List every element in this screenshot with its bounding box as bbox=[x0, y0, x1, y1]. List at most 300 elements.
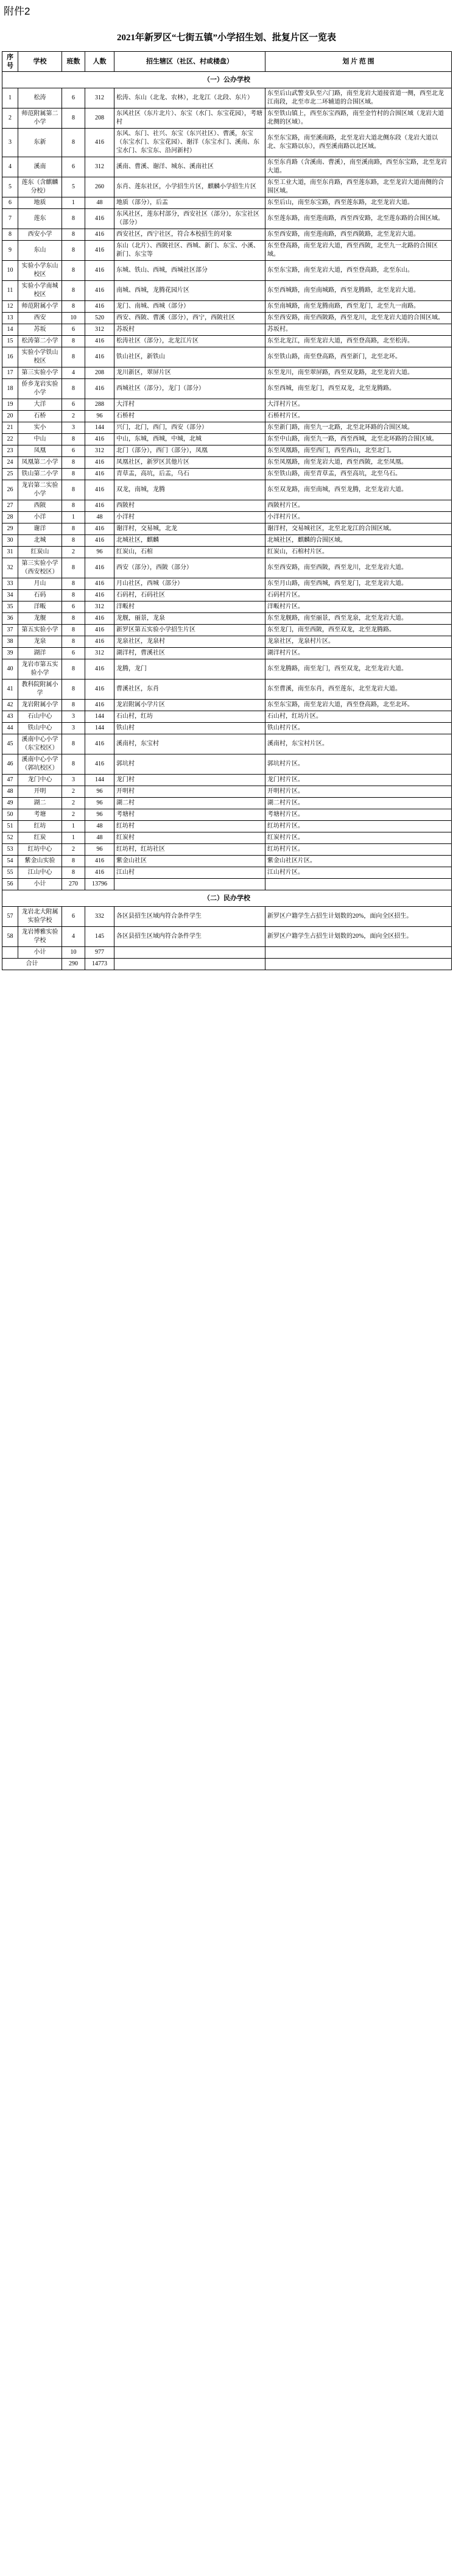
cell-area: 石桥村 bbox=[114, 411, 265, 422]
cell-school: 铁山中心 bbox=[18, 723, 62, 734]
table-row bbox=[2, 558, 452, 578]
cell-area: 紫金山社区 bbox=[114, 856, 265, 867]
cell-no: 45 bbox=[2, 734, 18, 754]
cell-no: 52 bbox=[2, 832, 18, 844]
cell-range: 东至西城，南至龙门，西至双龙，北至龙腾路。 bbox=[265, 379, 452, 399]
cell-range: 东至莲东路，南至莲南路，西至西安路，北至莲东路的合围区域。 bbox=[265, 209, 452, 229]
cell-school: 石桥 bbox=[18, 411, 62, 422]
table-row bbox=[2, 480, 452, 500]
table-row bbox=[2, 947, 452, 959]
cell-area: 西陂村 bbox=[114, 500, 265, 512]
cell-no: 18 bbox=[2, 379, 18, 399]
table-row bbox=[2, 734, 452, 754]
cell-classes: 3 bbox=[62, 723, 85, 734]
table-row bbox=[2, 88, 452, 108]
cell-no: 53 bbox=[2, 844, 18, 856]
header-range: 划 片 范 围 bbox=[265, 52, 452, 72]
cell-no: 11 bbox=[2, 281, 18, 301]
cell-school: 龙泉 bbox=[18, 636, 62, 648]
cell-count: 332 bbox=[85, 907, 114, 927]
cell-area: 龙门、南城、西城（部分） bbox=[114, 301, 265, 313]
cell-range: 东至曹溪，南至东肖，西至莲东，北至龙岩大道。 bbox=[265, 679, 452, 700]
cell-count: 416 bbox=[85, 700, 114, 711]
cell-range: 东至东宝路，南至溪南路，北至龙岩大道北侧东段（龙岩大道以北、东宝路以东），西至溪南路以北区域。 bbox=[265, 129, 452, 157]
cell-area: 溪南、曹溪、谢洋、城东、溪南社区 bbox=[114, 157, 265, 177]
table-row bbox=[2, 157, 452, 177]
cell-range: 考塘村片区。 bbox=[265, 809, 452, 821]
section-header-row bbox=[2, 72, 452, 88]
cell-range: 东至凤凰路，南至西门，西至西山，北至北门。 bbox=[265, 445, 452, 457]
cell-count: 312 bbox=[85, 445, 114, 457]
section-title: （二）民办学校 bbox=[2, 890, 452, 907]
cell-classes: 8 bbox=[62, 734, 85, 754]
cell-classes: 8 bbox=[62, 558, 85, 578]
cell-classes: 3 bbox=[62, 422, 85, 434]
cell-range: 东至东肖路（含溪南、曹溪），南至溪南路，西至东宝路，北至龙岩大道。 bbox=[265, 157, 452, 177]
cell-no: 4 bbox=[2, 157, 18, 177]
cell-no: 14 bbox=[2, 324, 18, 336]
section-title: （一）公办学校 bbox=[2, 72, 452, 88]
cell-range: 石桥村片区。 bbox=[265, 411, 452, 422]
cell-count: 416 bbox=[85, 379, 114, 399]
cell-area: 红炭村 bbox=[114, 832, 265, 844]
cell-count: 96 bbox=[85, 809, 114, 821]
table-row bbox=[2, 578, 452, 590]
cell-no: 3 bbox=[2, 129, 18, 157]
table-row bbox=[2, 229, 452, 241]
cell-classes: 1 bbox=[62, 512, 85, 523]
cell-count: 48 bbox=[85, 832, 114, 844]
cell-classes: 8 bbox=[62, 347, 85, 367]
cell-count: 416 bbox=[85, 229, 114, 241]
cell-count: 416 bbox=[85, 469, 114, 480]
table-row bbox=[2, 281, 452, 301]
cell-range: 湖洋村片区。 bbox=[265, 648, 452, 659]
cell-classes: 8 bbox=[62, 336, 85, 347]
cell-classes: 8 bbox=[62, 457, 85, 469]
cell-no: 39 bbox=[2, 648, 18, 659]
cell-no: 38 bbox=[2, 636, 18, 648]
cell-classes: 270 bbox=[62, 879, 85, 890]
cell-count: 96 bbox=[85, 411, 114, 422]
cell-count: 416 bbox=[85, 129, 114, 157]
total-label: 合计 bbox=[2, 959, 62, 970]
cell-no: 7 bbox=[2, 209, 18, 229]
cell-no: 8 bbox=[2, 229, 18, 241]
cell-school: 西安 bbox=[18, 313, 62, 324]
table-row bbox=[2, 786, 452, 798]
table-row bbox=[2, 613, 452, 625]
cell-range: 石山村，红坊片区。 bbox=[265, 711, 452, 723]
cell-area: 月山社区，西城（部分） bbox=[114, 578, 265, 590]
cell-count: 416 bbox=[85, 734, 114, 754]
cell-range: 东至新门路，南至九一北路，北至北环路的合围区域。 bbox=[265, 422, 452, 434]
cell-range: 东至铁山路，南至青草盂，西至高坑，北至乌石。 bbox=[265, 469, 452, 480]
cell-area: 红坊村，红坊社区 bbox=[114, 844, 265, 856]
cell-area: 石码村，石码社区 bbox=[114, 590, 265, 601]
cell-school: 龙岩博雅实验学校 bbox=[18, 927, 62, 947]
cell-no: 27 bbox=[2, 500, 18, 512]
cell-range: 东至凤凰路，南至龙岩大道，西至西陂，北至凤凰。 bbox=[265, 457, 452, 469]
table-row bbox=[2, 700, 452, 711]
cell-classes: 8 bbox=[62, 700, 85, 711]
cell-classes: 8 bbox=[62, 434, 85, 445]
cell-count: 96 bbox=[85, 547, 114, 558]
allocation-table bbox=[2, 51, 452, 970]
cell-range: 洋畈村片区。 bbox=[265, 601, 452, 613]
cell-classes: 6 bbox=[62, 399, 85, 411]
attachment-label: 附件2 bbox=[4, 5, 30, 17]
cell-no: 16 bbox=[2, 347, 18, 367]
cell-count: 416 bbox=[85, 613, 114, 625]
section-header-row bbox=[2, 890, 452, 907]
cell-school: 侨乡龙岩实验小学 bbox=[18, 379, 62, 399]
cell-range: 红炭山，石棺村片区。 bbox=[265, 547, 452, 558]
cell-classes: 3 bbox=[62, 775, 85, 786]
cell-school: 红坊中心 bbox=[18, 844, 62, 856]
table-row bbox=[2, 347, 452, 367]
cell-area: 湖洋村，曹溪社区 bbox=[114, 648, 265, 659]
cell-count: 416 bbox=[85, 457, 114, 469]
cell-school: 小计 bbox=[18, 947, 62, 959]
cell-school: 龙岩附属小学 bbox=[18, 700, 62, 711]
cell-count: 416 bbox=[85, 535, 114, 547]
cell-count: 96 bbox=[85, 798, 114, 809]
table-row bbox=[2, 336, 452, 347]
cell-no: 35 bbox=[2, 601, 18, 613]
cell-area: 青草盂，高坑，后盂，乌石 bbox=[114, 469, 265, 480]
cell-area: 西安、西陂、曹溪（部分），西宁，西陂社区 bbox=[114, 313, 265, 324]
cell-school: 石山中心 bbox=[18, 711, 62, 723]
cell-count: 416 bbox=[85, 241, 114, 261]
cell-no: 31 bbox=[2, 547, 18, 558]
cell-classes: 1 bbox=[62, 197, 85, 209]
cell-school: 小洋 bbox=[18, 512, 62, 523]
cell-area: 龙腾，龙门 bbox=[114, 659, 265, 679]
cell-area: 东山（北片）、西陂社区、西城、新门、东宝、小溪、新门、东宝等 bbox=[114, 241, 265, 261]
cell-no: 19 bbox=[2, 399, 18, 411]
cell-area: 北门（部分），西门（部分），凤凰 bbox=[114, 445, 265, 457]
cell-range: 大洋村片区。 bbox=[265, 399, 452, 411]
cell-area: 谢洋村，交易城，北龙 bbox=[114, 523, 265, 535]
cell-school: 溪南中心小学（东宝校区） bbox=[18, 734, 62, 754]
cell-school: 龙岩第二实验小学 bbox=[18, 480, 62, 500]
cell-no: 34 bbox=[2, 590, 18, 601]
cell-range: 东至双龙路，南至南城，西至龙腾，北至龙岩大道。 bbox=[265, 480, 452, 500]
cell-count: 48 bbox=[85, 197, 114, 209]
cell-area: 松涛、东山（北龙、农林），北龙江（北段、东片） bbox=[114, 88, 265, 108]
cell-school: 东山 bbox=[18, 241, 62, 261]
cell-count: 416 bbox=[85, 209, 114, 229]
cell-area: 西安（部分），西陂（部分） bbox=[114, 558, 265, 578]
cell-school: 红炭山 bbox=[18, 547, 62, 558]
table-row bbox=[2, 907, 452, 927]
cell-school: 红坊 bbox=[18, 821, 62, 832]
cell-count: 96 bbox=[85, 786, 114, 798]
table-row bbox=[2, 523, 452, 535]
cell-classes: 6 bbox=[62, 157, 85, 177]
cell-school: 铁山第二小学 bbox=[18, 469, 62, 480]
cell-classes: 8 bbox=[62, 625, 85, 636]
total-count: 14773 bbox=[85, 959, 114, 970]
table-row bbox=[2, 535, 452, 547]
cell-no: 28 bbox=[2, 512, 18, 523]
table-row bbox=[2, 379, 452, 399]
cell-no: 57 bbox=[2, 907, 18, 927]
cell-count: 260 bbox=[85, 177, 114, 197]
cell-school: 松涛第二小学 bbox=[18, 336, 62, 347]
cell-range: 红坊村片区。 bbox=[265, 844, 452, 856]
table-row bbox=[2, 832, 452, 844]
total-classes: 290 bbox=[62, 959, 85, 970]
cell-classes: 5 bbox=[62, 177, 85, 197]
table-row bbox=[2, 879, 452, 890]
cell-no: 21 bbox=[2, 422, 18, 434]
table-row bbox=[2, 411, 452, 422]
header-no: 序号 bbox=[2, 52, 18, 72]
cell-no: 25 bbox=[2, 469, 18, 480]
table-row bbox=[2, 927, 452, 947]
cell-no: 55 bbox=[2, 867, 18, 879]
cell-count: 416 bbox=[85, 659, 114, 679]
cell-no: 50 bbox=[2, 809, 18, 821]
cell-count: 416 bbox=[85, 261, 114, 281]
cell-no: 49 bbox=[2, 798, 18, 809]
cell-range: 谢洋村，交易城社区，北至北龙江的合围区域。 bbox=[265, 523, 452, 535]
cell-area: 南城、西城，龙腾花园片区 bbox=[114, 281, 265, 301]
cell-range: 龙门村片区。 bbox=[265, 775, 452, 786]
cell-area: 开明村 bbox=[114, 786, 265, 798]
table-row bbox=[2, 399, 452, 411]
cell-count: 144 bbox=[85, 775, 114, 786]
cell-school: 东新 bbox=[18, 129, 62, 157]
cell-classes: 6 bbox=[62, 445, 85, 457]
table-row bbox=[2, 809, 452, 821]
cell-school: 实验小学铁山校区 bbox=[18, 347, 62, 367]
cell-no: 56 bbox=[2, 879, 18, 890]
cell-school: 龙岩市第五实验小学 bbox=[18, 659, 62, 679]
cell-count: 416 bbox=[85, 301, 114, 313]
cell-school: 湖洋 bbox=[18, 648, 62, 659]
cell-area: 大洋村 bbox=[114, 399, 265, 411]
cell-area: 地质（部分），后盂 bbox=[114, 197, 265, 209]
cell-count: 416 bbox=[85, 523, 114, 535]
cell-area: 铁山社区，新铁山 bbox=[114, 347, 265, 367]
cell-range: 东至铁山路，南至登高路，西至新门，北至北环。 bbox=[265, 347, 452, 367]
cell-area: 新罗区第五实验小学招生片区 bbox=[114, 625, 265, 636]
cell-area: 松涛社区（部分），北龙江片区 bbox=[114, 336, 265, 347]
cell-school: 红炭 bbox=[18, 832, 62, 844]
cell-classes: 6 bbox=[62, 601, 85, 613]
cell-range: 东至南城路，南至龙腾南路，西至龙门，北至九一南路。 bbox=[265, 301, 452, 313]
cell-range: 东至登高路，南至龙岩大道，西至西陂，北至九一北路的合围区域。 bbox=[265, 241, 452, 261]
cell-range: 溪南村，东宝村片区。 bbox=[265, 734, 452, 754]
cell-classes: 8 bbox=[62, 229, 85, 241]
cell-classes: 8 bbox=[62, 129, 85, 157]
cell-school: 第五实验小学 bbox=[18, 625, 62, 636]
cell-classes: 10 bbox=[62, 947, 85, 959]
cell-area: 龙舰，丽景，龙泉 bbox=[114, 613, 265, 625]
table-row bbox=[2, 313, 452, 324]
table-row bbox=[2, 457, 452, 469]
total-area-empty bbox=[114, 959, 265, 970]
table-row bbox=[2, 844, 452, 856]
table-row bbox=[2, 108, 452, 129]
cell-classes: 8 bbox=[62, 679, 85, 700]
cell-no: 17 bbox=[2, 367, 18, 379]
cell-classes: 8 bbox=[62, 523, 85, 535]
cell-school: 谢洋 bbox=[18, 523, 62, 535]
cell-area: 红坊村 bbox=[114, 821, 265, 832]
table-row bbox=[2, 821, 452, 832]
cell-area: 湖二村 bbox=[114, 798, 265, 809]
cell-count: 416 bbox=[85, 590, 114, 601]
cell-count: 416 bbox=[85, 754, 114, 775]
cell-no: 37 bbox=[2, 625, 18, 636]
cell-area: 东风社区，莲东村部分，西安社区（部分），东宝社区（部分） bbox=[114, 209, 265, 229]
cell-count: 208 bbox=[85, 108, 114, 129]
cell-area: 红炭山，石棺 bbox=[114, 547, 265, 558]
cell-area: 各区县招生区域内符合条件学生 bbox=[114, 927, 265, 947]
cell-classes: 1 bbox=[62, 832, 85, 844]
table-header-row bbox=[2, 52, 452, 72]
cell-range: 东至铁山镇上，西至东宝西路，南至金竹村的合围区域（龙岩大道北侧的区域）。 bbox=[265, 108, 452, 129]
table-row bbox=[2, 775, 452, 786]
cell-no: 26 bbox=[2, 480, 18, 500]
cell-range: 东至龙腾路，南至龙门，西至双龙，北至龙岩大道。 bbox=[265, 659, 452, 679]
cell-range: 东至西城路，南至南城路，西至龙腾路，北至龙岩大道。 bbox=[265, 281, 452, 301]
cell-range: 北城社区，麒麟的合围区域。 bbox=[265, 535, 452, 547]
cell-classes: 8 bbox=[62, 480, 85, 500]
cell-no: 23 bbox=[2, 445, 18, 457]
cell-school: 苏坂 bbox=[18, 324, 62, 336]
table-row bbox=[2, 500, 452, 512]
table-row bbox=[2, 711, 452, 723]
cell-count: 416 bbox=[85, 281, 114, 301]
cell-school: 中山 bbox=[18, 434, 62, 445]
cell-count: 208 bbox=[85, 367, 114, 379]
cell-classes: 8 bbox=[62, 535, 85, 547]
cell-no: 51 bbox=[2, 821, 18, 832]
cell-classes: 8 bbox=[62, 108, 85, 129]
cell-classes: 2 bbox=[62, 844, 85, 856]
cell-school: 小计 bbox=[18, 879, 62, 890]
cell-range: 紫金山社区片区。 bbox=[265, 856, 452, 867]
cell-area: 小洋村 bbox=[114, 512, 265, 523]
cell-range: 小洋村片区。 bbox=[265, 512, 452, 523]
cell-classes: 4 bbox=[62, 367, 85, 379]
cell-count: 416 bbox=[85, 679, 114, 700]
cell-area: 龙门村 bbox=[114, 775, 265, 786]
cell-school: 湖二 bbox=[18, 798, 62, 809]
cell-no: 2 bbox=[2, 108, 18, 129]
cell-classes: 2 bbox=[62, 798, 85, 809]
table-row bbox=[2, 601, 452, 613]
cell-range: 湖二村片区。 bbox=[265, 798, 452, 809]
table-row bbox=[2, 547, 452, 558]
cell-range: 龙泉社区，龙泉村片区。 bbox=[265, 636, 452, 648]
cell-count: 416 bbox=[85, 856, 114, 867]
cell-classes: 8 bbox=[62, 590, 85, 601]
cell-classes: 8 bbox=[62, 754, 85, 775]
cell-area: 凤凰社区，新罗区其他片区 bbox=[114, 457, 265, 469]
cell-classes: 8 bbox=[62, 636, 85, 648]
page-title: 2021年新罗区“七街五镇”小学招生划、批复片区一览表 bbox=[116, 33, 336, 43]
table-row bbox=[2, 469, 452, 480]
cell-count: 312 bbox=[85, 601, 114, 613]
cell-no: 10 bbox=[2, 261, 18, 281]
cell-count: 416 bbox=[85, 578, 114, 590]
cell-school: 月山 bbox=[18, 578, 62, 590]
cell-school: 龙岩北大附属实验学校 bbox=[18, 907, 62, 927]
cell-school: 考塘 bbox=[18, 809, 62, 821]
table-row bbox=[2, 177, 452, 197]
cell-count: 312 bbox=[85, 88, 114, 108]
cell-no: 9 bbox=[2, 241, 18, 261]
cell-range: 东至工业大道，南至东肖路，西至莲东路，北至龙岩大道南侧的合围区域。 bbox=[265, 177, 452, 197]
table-row bbox=[2, 648, 452, 659]
cell-area: 各区县招生区域内符合条件学生 bbox=[114, 907, 265, 927]
cell-school: 江山中心 bbox=[18, 867, 62, 879]
cell-area: 东城、铁山、西城，西城社区部分 bbox=[114, 261, 265, 281]
cell-no: 5 bbox=[2, 177, 18, 197]
cell-school: 大洋 bbox=[18, 399, 62, 411]
total-range-empty bbox=[265, 959, 452, 970]
cell-classes: 8 bbox=[62, 578, 85, 590]
cell-school: 松涛 bbox=[18, 88, 62, 108]
cell-count: 416 bbox=[85, 434, 114, 445]
table-row bbox=[2, 445, 452, 457]
header-area: 招生辖区（社区、村或楼盘） bbox=[114, 52, 265, 72]
table-row bbox=[2, 129, 452, 157]
cell-no: 44 bbox=[2, 723, 18, 734]
cell-classes: 8 bbox=[62, 856, 85, 867]
cell-range: 新罗区户籍学生占招生计划数的20%，面向全区招生。 bbox=[265, 927, 452, 947]
cell-count: 144 bbox=[85, 723, 114, 734]
cell-range: 新罗区户籍学生占招生计划数的20%，面向全区招生。 bbox=[265, 907, 452, 927]
cell-count: 48 bbox=[85, 821, 114, 832]
cell-range: 东至龙门，南至西陂，西至双龙，北至龙腾路。 bbox=[265, 625, 452, 636]
cell-classes: 2 bbox=[62, 547, 85, 558]
cell-school: 第三实验小学（西安校区） bbox=[18, 558, 62, 578]
cell-school: 洋畈 bbox=[18, 601, 62, 613]
cell-classes: 10 bbox=[62, 313, 85, 324]
cell-range: 郭坑村片区。 bbox=[265, 754, 452, 775]
table-row bbox=[2, 636, 452, 648]
table-row bbox=[2, 625, 452, 636]
cell-range: 东至月山路，南至西城，西至龙门，北至龙岩大道。 bbox=[265, 578, 452, 590]
cell-classes: 8 bbox=[62, 613, 85, 625]
table-row bbox=[2, 659, 452, 679]
cell-school: 莲东（含麒麟分校） bbox=[18, 177, 62, 197]
cell-range: 东至后山武警支队至六门路，南至龙岩大道接省道一侧，西至北龙江南段，北至市北二环辅道的合围区域。 bbox=[265, 88, 452, 108]
cell-range: 铁山村片区。 bbox=[265, 723, 452, 734]
cell-no: 29 bbox=[2, 523, 18, 535]
cell-school: 开明 bbox=[18, 786, 62, 798]
table-row bbox=[2, 261, 452, 281]
cell-no: 43 bbox=[2, 711, 18, 723]
cell-classes: 4 bbox=[62, 927, 85, 947]
cell-no: 48 bbox=[2, 786, 18, 798]
cell-classes: 2 bbox=[62, 809, 85, 821]
table-row bbox=[2, 367, 452, 379]
cell-range: 东至中山路，南至九一路，西至西城，北至北环路的合围区域。 bbox=[265, 434, 452, 445]
cell-area: 东风、东门、社兴、东宝（东兴社区）、曹溪，东宝（东宝水门、东宝花园）、谢洋（东宝水门、溪南、东宝水门、东宝东、沿河新村） bbox=[114, 129, 265, 157]
cell-school: 教科院附属小学 bbox=[18, 679, 62, 700]
cell-no: 33 bbox=[2, 578, 18, 590]
cell-no: 22 bbox=[2, 434, 18, 445]
cell-no: 6 bbox=[2, 197, 18, 209]
